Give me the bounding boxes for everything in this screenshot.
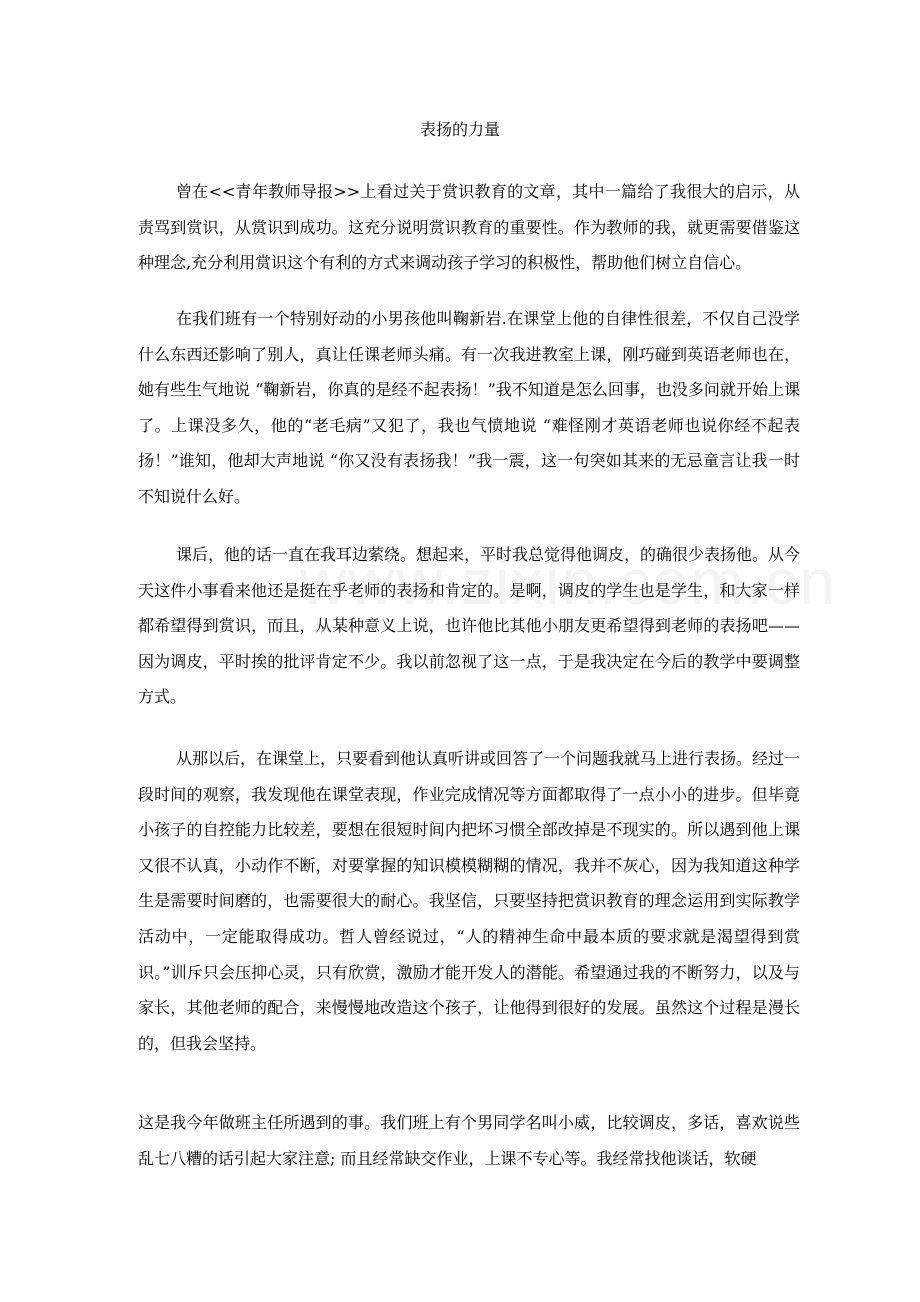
paragraph-2: 在我们班有一个特别好动的小男孩他叫鞠新岩.在课堂上他的自律性很差，不仅自己没学什么东西还影响了别人，真让任课老师头痛。有一次我进教室上课，刚巧碰到英语老师也在，她有些生气地说 “鞠新岩，你真的是经不起表扬！”我不知道是怎么回事，也没多问就开始上课了。上课没多久，他的“老毛病”又犯了，我也气愤地说 “难怪刚才英语老师也说你经不起表扬！”谁知，他却大声地说 “你又没有表扬我！”我一震，这一句突如其来的无忌童言让我一时不知说什么好。 bbox=[138, 309, 800, 506]
paragraph-1: 曾在<<青年教师导报>>上看过关于赏识教育的文章，其中一篇给了我很大的启示，从责骂到赏识，从赏识到成功。这充分说明赏识教育的重要性。作为教师的我，就更需要借鉴这种理念,充分利用赏识这个有利的方式来调动孩子学习的积极性，帮助他们树立自信心。 bbox=[138, 182, 800, 273]
paragraph-4: 从那以后，在课堂上，只要看到他认真听讲或回答了一个问题我就马上进行表扬。经过一段时间的观察，我发现他在课堂表现，作业完成情况等方面都取得了一点小小的进步。但毕竟小孩子的自控能力比较差，要想在很短时间内把坏习惯全部改掉是不现实的。所以遇到他上课又很不认真，小动作不断，对要掌握的知识模模糊糊的情况，我并不灰心，因为我知道这种学生是需要时间磨的，也需要很大的耐心。我坚信，只要坚持把赏识教育的理念运用到实际教学活动中，一定能取得成功。哲人曾经说过，“人的精神生命中最本质的要求就是渴望得到赏识。”训斥只会压抑心灵，只有欣赏，激励才能开发人的潜能。希望通过我的不断努力，以及与家长，其他老师的配合，来慢慢地改造这个孩子，让他得到很好的发展。虽然这个过程是漫长的，但我会坚持。 bbox=[138, 749, 801, 1053]
paragraph-5: 这是我今年做班主任所遇到的事。我们班上有个男同学名叫小威，比较调皮，多话，喜欢说些乱七八糟的话引起大家注意; 而且经常缺交作业，上课不专心等。我经常找他谈话，软硬 bbox=[138, 1113, 800, 1168]
paragraph-3: 课后，他的话一直在我耳边萦绕。想起来，平时我总觉得他调皮，的确很少表扬他。从今天这件小事看来他还是挺在乎老师的表扬和肯定的。是啊，调皮的学生也是学生，和大家一样都希望得到赏识，而且，从某种意义上说，也许他比其他小朋友更希望得到老师的表扬吧——因为调皮，平时挨的批评肯定不少。我以前忽视了这一点，于是我决定在今后的教学中要调整方式。 bbox=[138, 545, 801, 707]
document-title: 表扬的力量 bbox=[419, 120, 500, 139]
